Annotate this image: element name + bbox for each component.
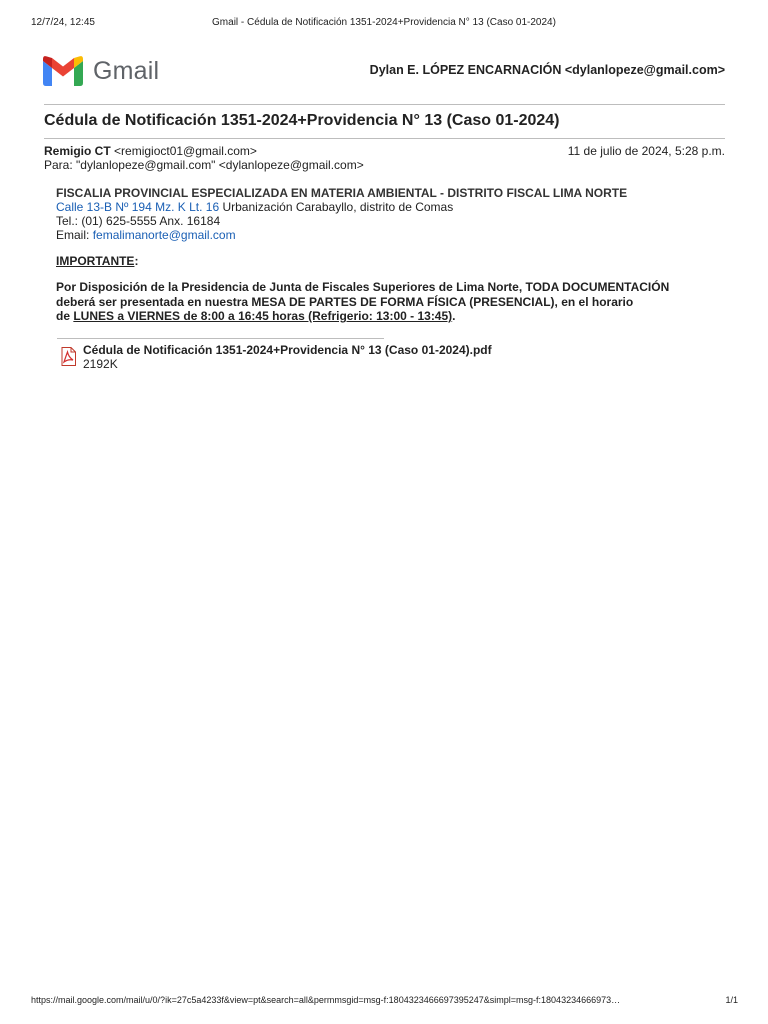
notice-line-1: Por Disposición de la Presidencia de Junta de Fiscales Superiores de Lima Norte, TODA DOCUMENTACIÓN	[56, 280, 670, 294]
important-colon: :	[134, 254, 139, 268]
gmail-m-icon	[43, 56, 83, 86]
divider-top	[44, 104, 725, 105]
address-line	[56, 200, 726, 214]
pdf-icon	[60, 347, 79, 371]
org-name: FISCALIA PROVINCIAL ESPECIALIZADA EN MATERIA AMBIENTAL - DISTRITO FISCAL LIMA NORTE	[56, 186, 628, 200]
gmail-logo[interactable]	[43, 55, 159, 87]
attachment-divider	[57, 338, 384, 339]
notice-schedule: LUNES a VIERNES de 8:00 a 16:45 horas (Refrigerio: 13:00 - 13:45)	[73, 309, 453, 323]
notice-suffix: .	[452, 309, 456, 323]
print-url: https://mail.google.com/mail/u/0/?ik=27c5a4233f&view=pt&search=all&permmsgid=msg-f:1804323466697395247&simpl=msg-f:18043234666973…	[31, 995, 621, 1005]
email-label: Email:	[56, 228, 93, 242]
gmail-wordmark: Gmail	[93, 56, 160, 85]
important-label: IMPORTANTE	[56, 254, 135, 268]
divider-subject	[44, 138, 725, 139]
spacer	[56, 242, 726, 254]
print-header	[0, 17, 768, 31]
sender-name: Remigio CT	[44, 144, 111, 158]
address-link[interactable]: Calle 13-B Nº 194 Mz. K Lt. 16	[56, 200, 220, 214]
email-body	[56, 186, 726, 324]
email-link[interactable]: femalimanorte@gmail.com	[92, 228, 236, 242]
print-page-number: 1/1	[725, 995, 738, 1005]
email-subject: Cédula de Notificación 1351-2024+Providencia N° 13 (Caso 01-2024)	[44, 112, 560, 129]
notice-paragraph	[56, 280, 726, 324]
attachment-name[interactable]: Cédula de Notificación 1351-2024+Providencia N° 13 (Caso 01-2024).pdf	[83, 343, 492, 357]
email-date: 11 de julio de 2024, 5:28 p.m.	[567, 144, 725, 158]
attachment[interactable]	[60, 343, 492, 371]
notice-line-2: deberá ser presentada en nuestra MESA DE PARTES DE FORMA FÍSICA (PRESENCIAL), en el horario	[56, 294, 634, 309]
sender-line	[44, 144, 257, 158]
email-line	[56, 228, 726, 242]
spacer	[56, 268, 726, 280]
important-heading	[56, 254, 726, 268]
recipient-line: Para: "dylanlopeze@gmail.com" <dylanlopeze@gmail.com>	[44, 158, 364, 172]
print-title: Gmail - Cédula de Notificación 1351-2024+Providencia N° 13 (Caso 01-2024)	[212, 17, 556, 28]
notice-prefix: de	[56, 309, 74, 323]
notice-line-3	[56, 309, 726, 324]
account-label: Dylan E. LÓPEZ ENCARNACIÓN <dylanlopeze@gmail.com>	[369, 63, 725, 77]
print-datetime: 12/7/24, 12:45	[31, 17, 95, 28]
tel-line: Tel.: (01) 625-5555 Anx. 16184	[56, 214, 221, 228]
attachment-size: 2192K	[83, 357, 118, 371]
sender-address: <remigioct01@gmail.com>	[114, 144, 257, 158]
address-rest: Urbanización Carabayllo, distrito de Comas	[219, 200, 454, 214]
attachment-info	[83, 343, 492, 371]
